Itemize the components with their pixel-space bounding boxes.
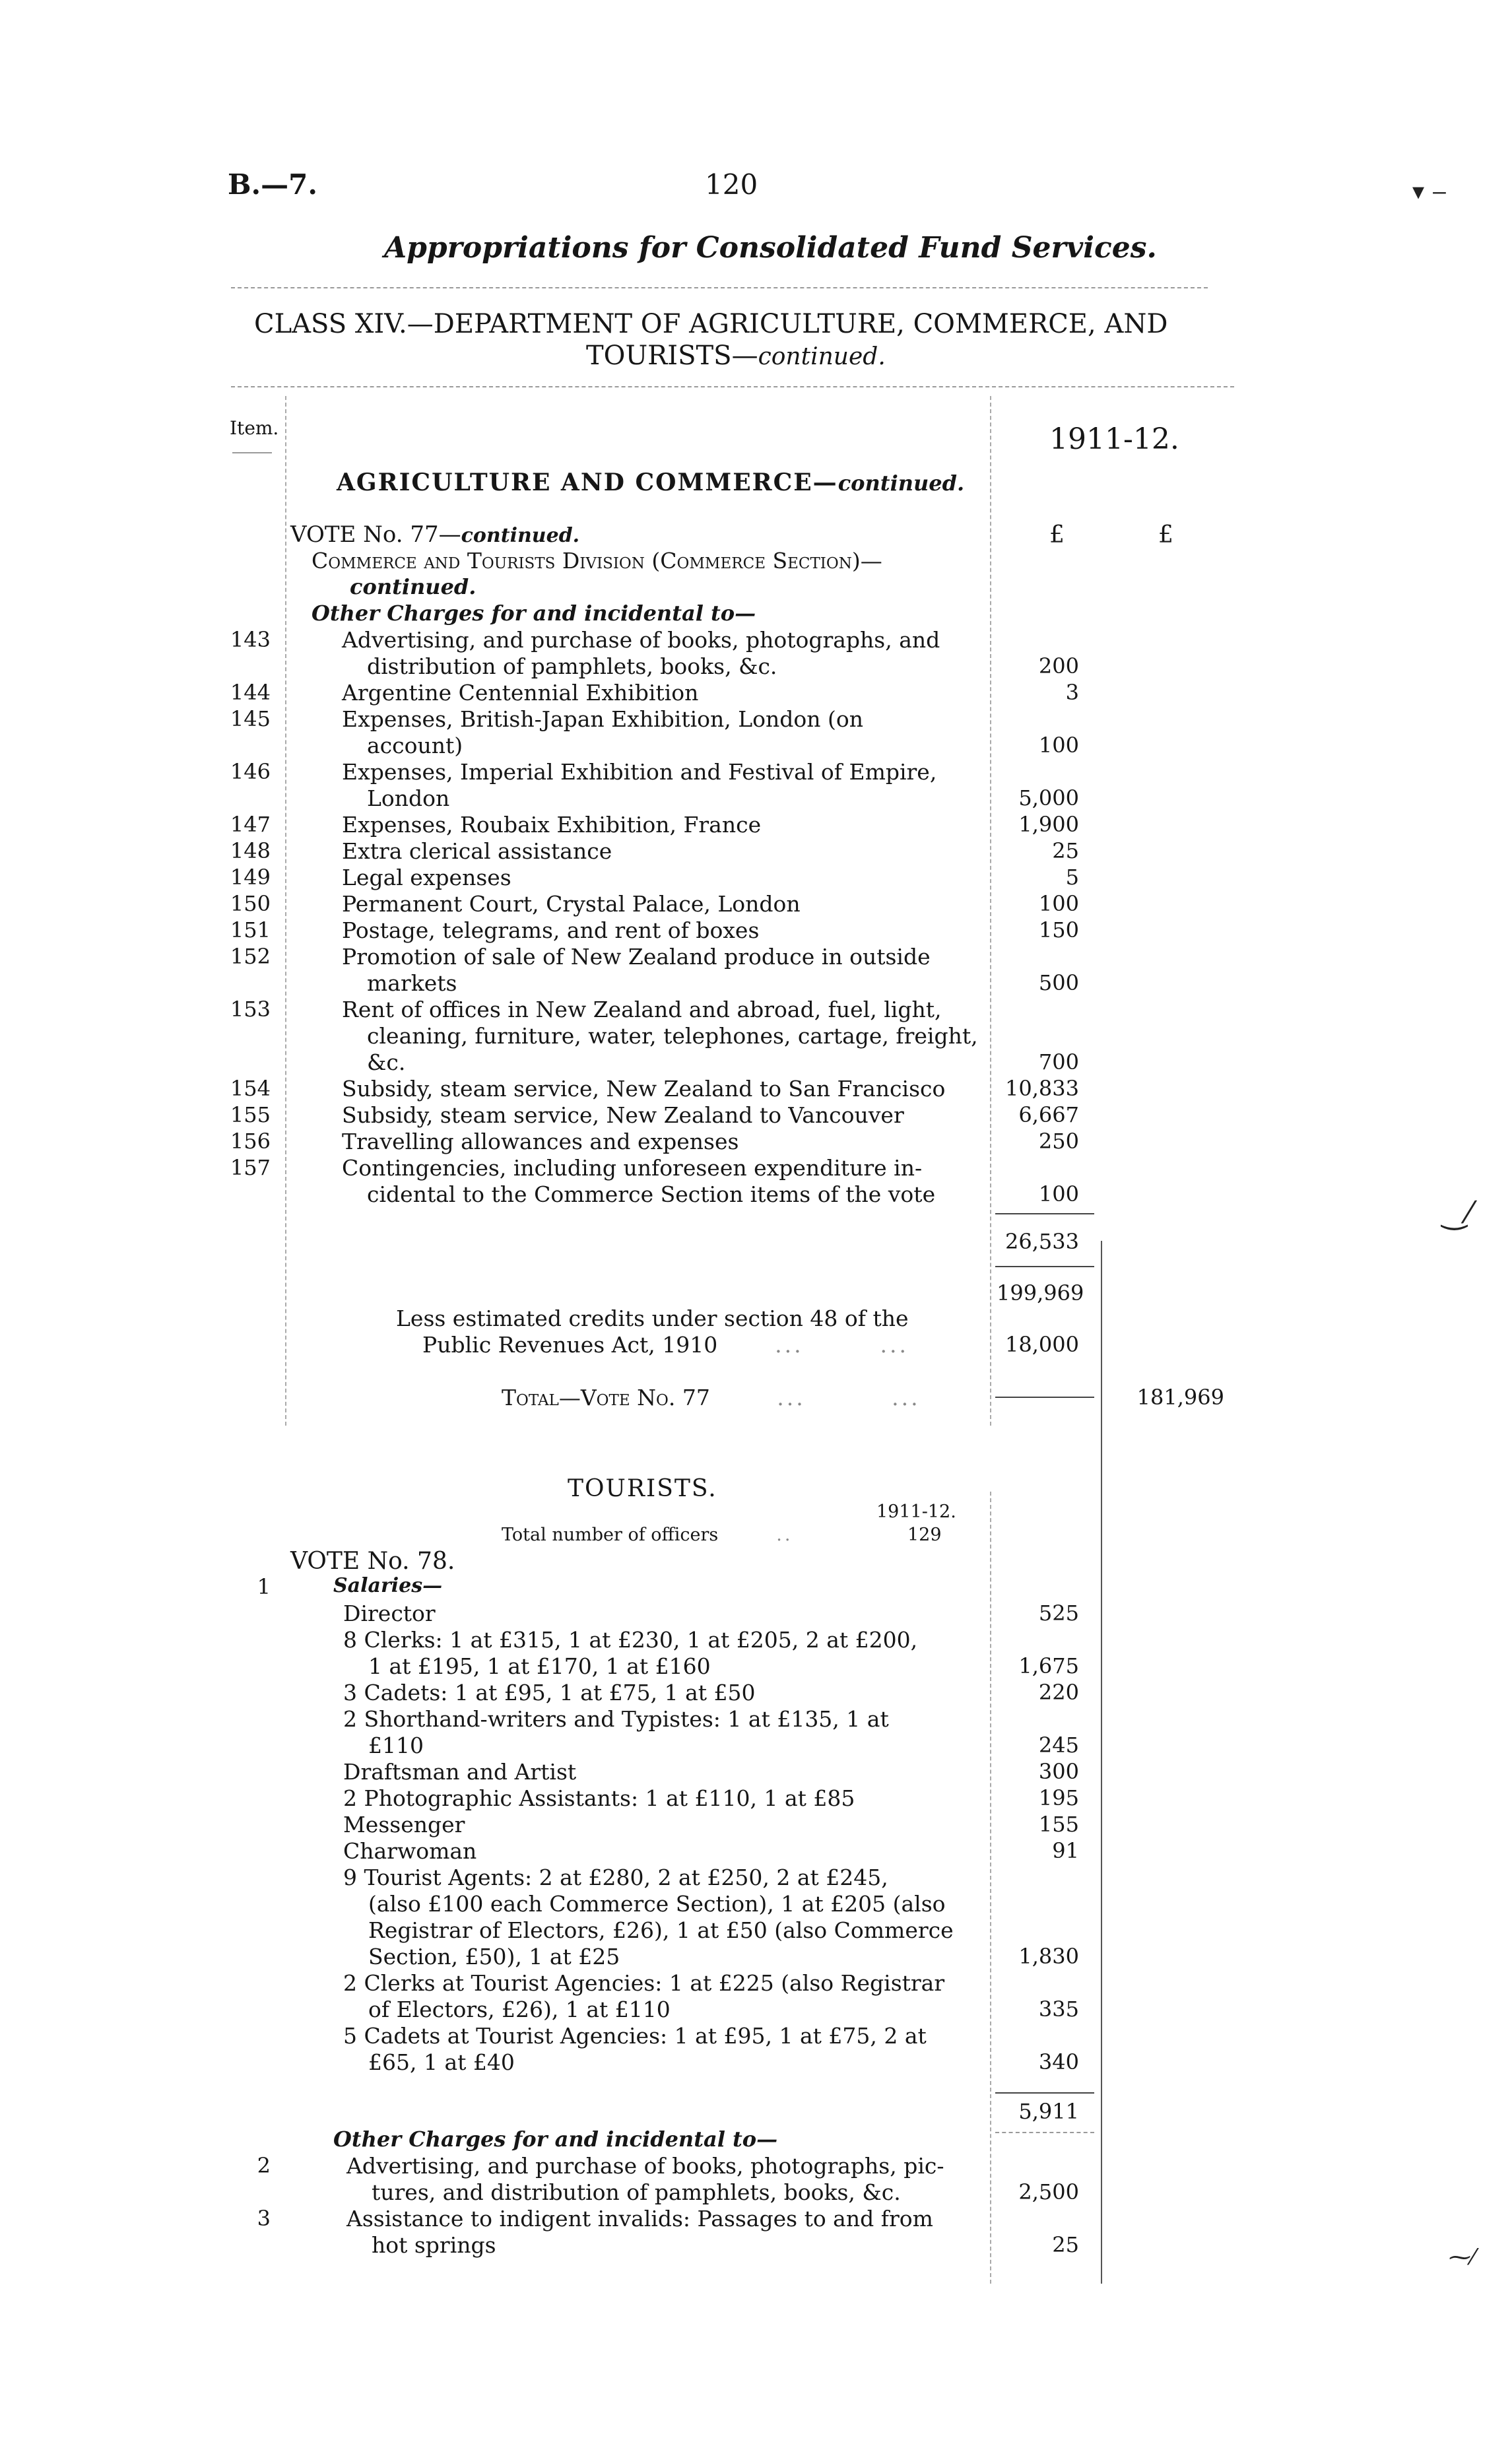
- section-heading-agriculture: AGRICULTURE AND COMMERCE—continued.: [337, 469, 965, 496]
- item-amount: 195: [1038, 1785, 1079, 1810]
- item-amount: 1,830: [1018, 1944, 1079, 1969]
- item-description-line: account): [367, 733, 463, 758]
- item-description-line: Messenger: [343, 1812, 465, 1837]
- item-description-line: &c.: [367, 1049, 406, 1075]
- item-amount: 245: [1038, 1733, 1079, 1758]
- page-subtitle: Appropriations for Consolidated Fund Services.: [384, 231, 1157, 265]
- class-heading-line2: TOURISTS—continued.: [586, 341, 886, 371]
- scan-mark: ⁓⁄: [1449, 2244, 1475, 2270]
- item-amount: 100: [1038, 733, 1079, 758]
- item-number: 153: [230, 997, 271, 1022]
- column-rule: [285, 396, 286, 1426]
- item-amount: 220: [1038, 1680, 1079, 1705]
- item-amount: 5: [1065, 865, 1079, 890]
- subtotal-rule: [995, 1266, 1094, 1267]
- item-amount: 155: [1038, 1812, 1079, 1837]
- item-amount: 25: [1052, 838, 1079, 863]
- scan-mark: ▾ ‒: [1412, 178, 1447, 205]
- item-description-line: Draftsman and Artist: [343, 1759, 577, 1785]
- item-amount: 335: [1038, 1997, 1079, 2022]
- divider: [231, 386, 1234, 387]
- item-number: 155: [230, 1102, 271, 1127]
- item-number: 147: [230, 812, 271, 837]
- item-amount: 500: [1038, 970, 1079, 995]
- currency-symbol: £: [1158, 521, 1173, 548]
- item-number: 152: [230, 944, 271, 969]
- item-number: 144: [230, 680, 271, 705]
- item-description-line: Postage, telegrams, and rent of boxes: [342, 917, 760, 943]
- other-charges-heading: Other Charges for and incidental to—: [312, 601, 756, 626]
- item-description-line: Promotion of sale of New Zealand produce in outside: [342, 944, 931, 970]
- item-description-line: cleaning, furniture, water, telephones, cartage, freight,: [367, 1023, 978, 1049]
- item-number: 148: [230, 838, 271, 863]
- item-description-line: Subsidy, steam service, New Zealand to San Francisco: [342, 1076, 946, 1102]
- item-description-line: distribution of pamphlets, books, &c.: [367, 653, 777, 679]
- item-description-line: Assistance to indigent invalids: Passages to and from: [346, 2206, 933, 2232]
- class-heading-line1: CLASS XIV.—DEPARTMENT OF AGRICULTURE, COMMERCE, AND: [254, 309, 1168, 339]
- item-description-line: Registrar of Electors, £26), 1 at £50 (also Commerce: [368, 1917, 954, 1943]
- item-description-line: Subsidy, steam service, New Zealand to Vancouver: [342, 1102, 904, 1128]
- column-rule: [1101, 1241, 1102, 2284]
- item-description-line: 3 Cadets: 1 at £95, 1 at £75, 1 at £50: [343, 1680, 756, 1705]
- vote-77-total-amount: 181,969: [1136, 1385, 1224, 1410]
- less-credits-line2: Public Revenues Act, 1910 ... ...: [422, 1332, 909, 1358]
- less-credits-amount: 18,000: [1005, 1332, 1079, 1357]
- item-description-line: 2 Photographic Assistants: 1 at £110, 1 at £85: [343, 1785, 855, 1811]
- less-credits-line1: Less estimated credits under section 48 of the: [396, 1306, 909, 1331]
- item-amount: 91: [1052, 1838, 1079, 1863]
- item-amount: 150: [1038, 917, 1079, 943]
- salaries-heading: Salaries—: [333, 1574, 443, 1597]
- page-number: 120: [705, 168, 758, 201]
- item-description-line: Charwoman: [343, 1838, 477, 1864]
- item-amount: 1,900: [1018, 812, 1079, 837]
- column-rule: [990, 396, 991, 1426]
- tourists-other-charges-heading: Other Charges for and incidental to—: [333, 2127, 778, 2152]
- item-number: 146: [230, 759, 271, 784]
- item-description-line: £110: [368, 1733, 424, 1758]
- item-description-line: 2 Clerks at Tourist Agencies: 1 at £225 (also Registrar: [343, 1970, 945, 1996]
- item-number: 143: [230, 627, 271, 652]
- item-number: 157: [230, 1155, 271, 1180]
- vote-77-total-label: Total—Vote No. 77 ... ...: [502, 1385, 921, 1410]
- item-description-line: 9 Tourist Agents: 2 at £280, 2 at £250, 2 at £245,: [343, 1865, 888, 1890]
- item-description-line: Expenses, Roubaix Exhibition, France: [342, 812, 762, 838]
- item-amount: 25: [1052, 2232, 1079, 2257]
- item-description-line: of Electors, £26), 1 at £110: [368, 1997, 671, 2022]
- document-reference: B.—7.: [228, 168, 317, 201]
- item-number: 154: [230, 1076, 271, 1101]
- item-amount: 100: [1038, 891, 1079, 916]
- vote-77-heading: VOTE No. 77—continued.: [290, 521, 580, 548]
- item-amount: 340: [1038, 2049, 1079, 2074]
- item-amount: 5,000: [1018, 785, 1079, 810]
- item-number: 1: [257, 1574, 271, 1599]
- item-description-line: Section, £50), 1 at £25: [368, 1944, 620, 1969]
- item-description-line: hot springs: [372, 2232, 496, 2258]
- section-heading-tourists: TOURISTS.: [568, 1475, 717, 1502]
- item-column-header: Item.: [230, 417, 279, 439]
- currency-symbol: £: [1049, 521, 1065, 548]
- item-number: 2: [257, 2153, 271, 2178]
- item-amount: 3: [1065, 680, 1079, 705]
- item-description-line: markets: [367, 970, 457, 996]
- item-amount: 700: [1038, 1049, 1079, 1075]
- item-description-line: 2 Shorthand-writers and Typistes: 1 at £135, 1 at: [343, 1706, 889, 1732]
- vote-78-heading: VOTE No. 78.: [290, 1548, 455, 1575]
- divider: [232, 452, 272, 453]
- total-rule: [995, 1397, 1094, 1398]
- column-rule: [990, 1492, 991, 2284]
- item-amount: 1,675: [1018, 1653, 1079, 1678]
- item-description-line: Rent of offices in New Zealand and abroad, fuel, light,: [342, 997, 942, 1022]
- item-description-line: 8 Clerks: 1 at £315, 1 at £230, 1 at £205, 2 at £200,: [343, 1627, 918, 1653]
- item-description-line: London: [367, 785, 450, 811]
- item-description-line: Argentine Centennial Exhibition: [342, 680, 699, 706]
- item-description-line: tures, and distribution of pamphlets, books, &c.: [372, 2179, 901, 2205]
- item-description-line: Extra clerical assistance: [342, 838, 612, 864]
- item-amount: 6,667: [1018, 1102, 1079, 1127]
- item-amount: 250: [1038, 1129, 1079, 1154]
- item-description-line: 1 at £195, 1 at £170, 1 at £160: [368, 1653, 711, 1679]
- item-description-line: Advertising, and purchase of books, photographs, and: [342, 627, 940, 653]
- item-description-line: Expenses, Imperial Exhibition and Festival of Empire,: [342, 759, 937, 785]
- divider: [231, 287, 1208, 288]
- item-description-line: 5 Cadets at Tourist Agencies: 1 at £95, 1 at £75, 2 at: [343, 2023, 927, 2049]
- agri-gross-total: 199,969: [997, 1280, 1084, 1306]
- item-number: 145: [230, 706, 271, 731]
- item-number: 150: [230, 891, 271, 916]
- item-description-line: Expenses, British-Japan Exhibition, London (on: [342, 706, 864, 732]
- item-description-line: (also £100 each Commerce Section), 1 at £205 (also: [368, 1891, 946, 1917]
- item-amount: 200: [1038, 653, 1079, 678]
- item-number: 156: [230, 1129, 271, 1154]
- year-column-header: 1911-12.: [1049, 422, 1179, 456]
- subtotal-rule: [995, 2092, 1094, 2094]
- item-amount: 300: [1038, 1759, 1079, 1784]
- item-amount: 10,833: [1005, 1076, 1079, 1101]
- item-number: 151: [230, 917, 271, 943]
- officers-count: 129: [907, 1525, 942, 1545]
- divider: [995, 2132, 1094, 2133]
- item-amount: 2,500: [1018, 2179, 1079, 2204]
- item-description-line: cidental to the Commerce Section items of the vote: [367, 1181, 936, 1207]
- item-number: 3: [257, 2206, 271, 2231]
- item-description-line: £65, 1 at £40: [368, 2049, 515, 2075]
- item-description-line: Permanent Court, Crystal Palace, London: [342, 891, 801, 917]
- item-description-line: Advertising, and purchase of books, photographs, pic-: [346, 2153, 944, 2179]
- division-heading: Commerce and Tourists Division (Commerce Section)—: [312, 548, 882, 574]
- officers-label: Total number of officers ..: [502, 1525, 793, 1545]
- officers-year: 1911-12.: [876, 1502, 956, 1522]
- salaries-total: 5,911: [1018, 2099, 1079, 2124]
- division-heading-cont: continued.: [350, 574, 477, 599]
- item-amount: 100: [1038, 1181, 1079, 1207]
- agri-subtotal: 26,533: [1005, 1229, 1079, 1254]
- item-description-line: Travelling allowances and expenses: [342, 1129, 739, 1154]
- item-description-line: Contingencies, including unforeseen expenditure in-: [342, 1155, 923, 1181]
- scan-mark: ‿⁄: [1442, 1195, 1472, 1230]
- subtotal-rule: [995, 1213, 1094, 1214]
- item-description-line: Director: [343, 1601, 436, 1626]
- item-description-line: Legal expenses: [342, 865, 511, 890]
- item-amount: 525: [1038, 1601, 1079, 1626]
- item-number: 149: [230, 865, 271, 890]
